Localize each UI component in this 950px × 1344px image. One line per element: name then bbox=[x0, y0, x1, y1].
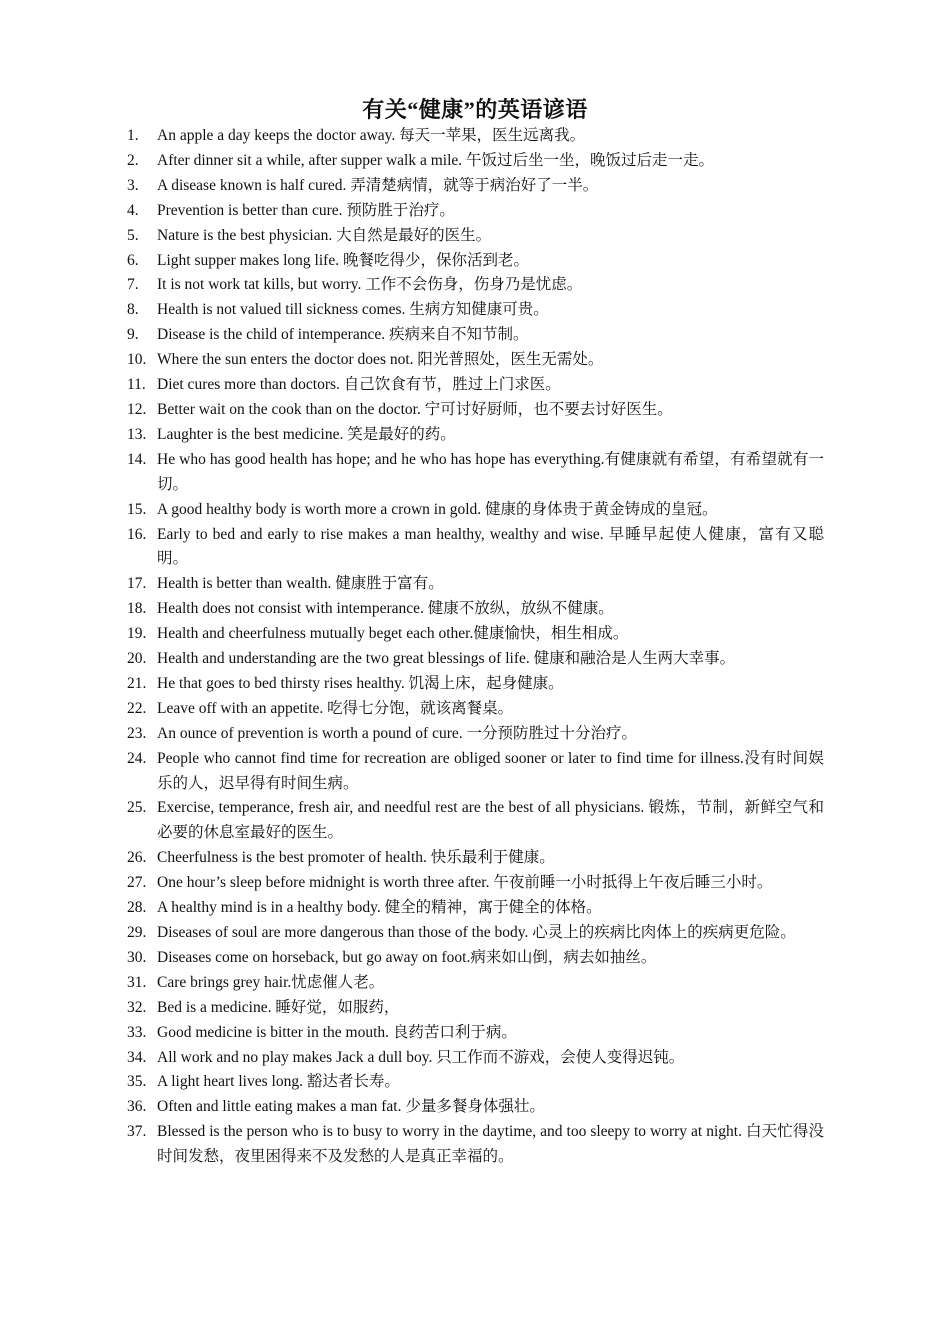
proverb-number: 14. bbox=[127, 450, 147, 468]
proverb-item bbox=[127, 199, 824, 224]
proverb-text: People who cannot find time for recreation are obliged sooner or later to find time for illness.没有时间娱乐的人，迟早得有时间生病。 bbox=[157, 749, 824, 792]
proverb-text: Health and understanding are the two great blessings of life. 健康和融洽是人生两大幸事。 bbox=[157, 650, 736, 668]
proverb-text: Early to bed and early to rise makes a man healthy, wealthy and wise. 早睡早起使人健康，富有又聪明。 bbox=[157, 525, 824, 568]
proverb-number: 16. bbox=[127, 525, 147, 543]
proverb-item bbox=[127, 149, 824, 174]
proverb-number: 22. bbox=[127, 699, 147, 717]
proverb-number: 25. bbox=[127, 799, 147, 817]
proverb-item bbox=[127, 572, 824, 597]
proverb-item bbox=[127, 174, 824, 199]
proverb-text: Laughter is the best medicine. 笑是最好的药。 bbox=[157, 425, 456, 443]
proverb-text: Health is better than wealth. 健康胜于富有。 bbox=[157, 575, 444, 593]
proverb-number: 5. bbox=[127, 226, 139, 244]
proverb-number: 13. bbox=[127, 425, 147, 443]
proverb-text: Prevention is better than cure. 预防胜于治疗。 bbox=[157, 201, 455, 219]
proverb-number: 2. bbox=[127, 151, 139, 169]
proverb-item bbox=[127, 672, 824, 697]
proverb-item bbox=[127, 448, 824, 498]
proverb-item bbox=[127, 871, 824, 896]
proverb-number: 18. bbox=[127, 600, 147, 618]
proverb-item bbox=[127, 124, 824, 149]
proverb-text: Often and little eating makes a man fat. 少量多餐身体强壮。 bbox=[157, 1098, 545, 1116]
proverb-number: 19. bbox=[127, 625, 147, 643]
proverb-text: Diseases of soul are more dangerous than those of the body. 心灵上的疾病比肉体上的疾病更危险。 bbox=[157, 924, 796, 941]
proverb-item bbox=[127, 946, 824, 971]
proverb-text: He who has good health has hope; and he who has hope has everything.有健康就有希望，有希望就有一切。 bbox=[157, 450, 824, 493]
proverb-item bbox=[127, 971, 824, 996]
proverb-item bbox=[127, 523, 824, 573]
proverb-text: It is not work tat kills, but worry. 工作不会伤身，伤身乃是忧虑。 bbox=[157, 276, 583, 294]
proverb-text: A healthy mind is in a healthy body. 健全的精神，寓于健全的体格。 bbox=[157, 899, 602, 917]
proverb-number: 23. bbox=[127, 724, 147, 742]
proverb-item bbox=[127, 1095, 824, 1120]
proverb-number: 21. bbox=[127, 674, 147, 692]
proverb-text: Leave off with an appetite. 吃得七分饱，就该离餐桌。 bbox=[157, 699, 514, 717]
proverb-number: 31. bbox=[127, 973, 147, 991]
proverb-item bbox=[127, 348, 824, 373]
proverb-number: 27. bbox=[127, 874, 147, 892]
proverb-item bbox=[127, 597, 824, 622]
proverb-number: 37. bbox=[127, 1123, 147, 1141]
proverb-number: 9. bbox=[127, 326, 139, 344]
proverb-text: Cheerfulness is the best promoter of health. 快乐最利于健康。 bbox=[157, 849, 555, 867]
proverb-number: 4. bbox=[127, 201, 139, 219]
proverb-item bbox=[127, 1046, 824, 1071]
proverb-text: All work and no play makes Jack a dull boy. 只工作而不游戏，会使人变得迟钝。 bbox=[157, 1048, 685, 1066]
proverb-text: Care brings grey hair.忧虑催人老。 bbox=[157, 973, 385, 991]
proverb-item bbox=[127, 1021, 824, 1046]
proverb-number: 29. bbox=[127, 924, 147, 941]
proverb-text: Exercise, temperance, fresh air, and needful rest are the best of all physicians. 锻炼，节制，新鲜空气和必要的休息室最好的医生。 bbox=[157, 799, 824, 842]
proverb-item bbox=[127, 722, 824, 747]
proverb-number: 30. bbox=[127, 948, 147, 966]
proverb-text: Disease is the child of intemperance. 疾病来自不知节制。 bbox=[157, 326, 529, 344]
proverb-text: An apple a day keeps the doctor away. 每天一苹果，医生远离我。 bbox=[157, 127, 586, 144]
proverb-item bbox=[127, 224, 824, 249]
proverb-number: 15. bbox=[127, 500, 147, 518]
proverb-text: Nature is the best physician. 大自然是最好的医生。 bbox=[157, 226, 492, 244]
proverb-item bbox=[127, 373, 824, 398]
proverb-item bbox=[127, 647, 824, 672]
proverb-text: Diseases come on horseback, but go away on foot.病来如山倒，病去如抽丝。 bbox=[157, 948, 657, 966]
proverb-item bbox=[127, 398, 824, 423]
proverb-text: Health is not valued till sickness comes. 生病方知健康可贵。 bbox=[157, 301, 549, 319]
proverb-text: A good healthy body is worth more a crown in gold. 健康的身体贵于黄金铸成的皇冠。 bbox=[157, 500, 718, 518]
proverb-text: An ounce of prevention is worth a pound of cure. 一分预防胜过十分治疗。 bbox=[157, 724, 637, 742]
proverb-number: 24. bbox=[127, 749, 147, 767]
proverb-number: 36. bbox=[127, 1098, 147, 1116]
proverb-text: He that goes to bed thirsty rises healthy. 饥渴上床，起身健康。 bbox=[157, 674, 564, 692]
proverb-number: 28. bbox=[127, 899, 147, 917]
proverb-item bbox=[127, 1070, 824, 1095]
proverb-item bbox=[127, 921, 824, 946]
proverb-text: Good medicine is bitter in the mouth. 良药苦口利于病。 bbox=[157, 1023, 517, 1041]
proverb-text: After dinner sit a while, after supper walk a mile. 午饭过后坐一坐，晚饭过后走一走。 bbox=[157, 151, 715, 169]
proverb-number: 32. bbox=[127, 998, 147, 1016]
proverb-text: One hour’s sleep before midnight is worth three after. 午夜前睡一小时抵得上午夜后睡三小时。 bbox=[157, 874, 773, 892]
proverb-item bbox=[127, 697, 824, 722]
proverb-number: 7. bbox=[127, 276, 139, 294]
proverb-item bbox=[127, 323, 824, 348]
proverb-item bbox=[127, 249, 824, 274]
proverb-number: 26. bbox=[127, 849, 147, 867]
proverb-number: 35. bbox=[127, 1073, 147, 1091]
proverb-number: 10. bbox=[127, 351, 147, 369]
proverb-list bbox=[127, 124, 824, 1170]
proverb-item bbox=[127, 896, 824, 921]
proverb-item bbox=[127, 996, 824, 1021]
proverb-number: 17. bbox=[127, 575, 147, 593]
proverb-text: Blessed is the person who is to busy to worry in the daytime, and too sleepy to worry at night. 白天忙得没时间发愁，夜里困得来不及发愁的人是真正幸福的。 bbox=[157, 1123, 824, 1166]
proverb-number: 3. bbox=[127, 176, 139, 194]
proverb-item bbox=[127, 622, 824, 647]
proverb-text: A disease known is half cured. 弄清楚病情，就等于病治好了一半。 bbox=[157, 176, 599, 194]
proverb-item bbox=[127, 273, 824, 298]
proverb-text: Bed is a medicine. 睡好觉，如服药， bbox=[157, 998, 400, 1016]
proverb-text: Diet cures more than doctors. 自己饮食有节，胜过上门求医。 bbox=[157, 376, 561, 394]
proverb-item bbox=[127, 1120, 824, 1170]
proverb-number: 6. bbox=[127, 251, 139, 269]
proverb-text: Where the sun enters the doctor does not. 阳光普照处，医生无需处。 bbox=[157, 351, 604, 369]
proverb-text: Better wait on the cook than on the doctor. 宁可讨好厨师，也不要去讨好医生。 bbox=[157, 400, 673, 418]
proverb-text: Light supper makes long life. 晚餐吃得少，保你活到老。 bbox=[157, 251, 529, 269]
proverb-text: A light heart lives long. 豁达者长寿。 bbox=[157, 1073, 400, 1091]
proverb-text: Health does not consist with intemperance. 健康不放纵，放纵不健康。 bbox=[157, 600, 614, 618]
proverb-number: 34. bbox=[127, 1048, 147, 1066]
proverb-number: 1. bbox=[127, 127, 139, 144]
page-title: 有关“健康”的英语谚语 bbox=[362, 97, 588, 122]
proverb-number: 12. bbox=[127, 400, 147, 418]
proverb-item bbox=[127, 846, 824, 871]
proverb-item bbox=[127, 747, 824, 797]
proverb-item bbox=[127, 423, 824, 448]
proverb-item bbox=[127, 298, 824, 323]
proverb-number: 20. bbox=[127, 650, 147, 668]
proverb-item bbox=[127, 498, 824, 523]
proverb-text: Health and cheerfulness mutually beget each other.健康愉快，相生相成。 bbox=[157, 625, 629, 643]
proverb-number: 8. bbox=[127, 301, 139, 319]
proverb-item bbox=[127, 796, 824, 846]
proverb-number: 11. bbox=[127, 376, 146, 394]
proverb-number: 33. bbox=[127, 1023, 147, 1041]
